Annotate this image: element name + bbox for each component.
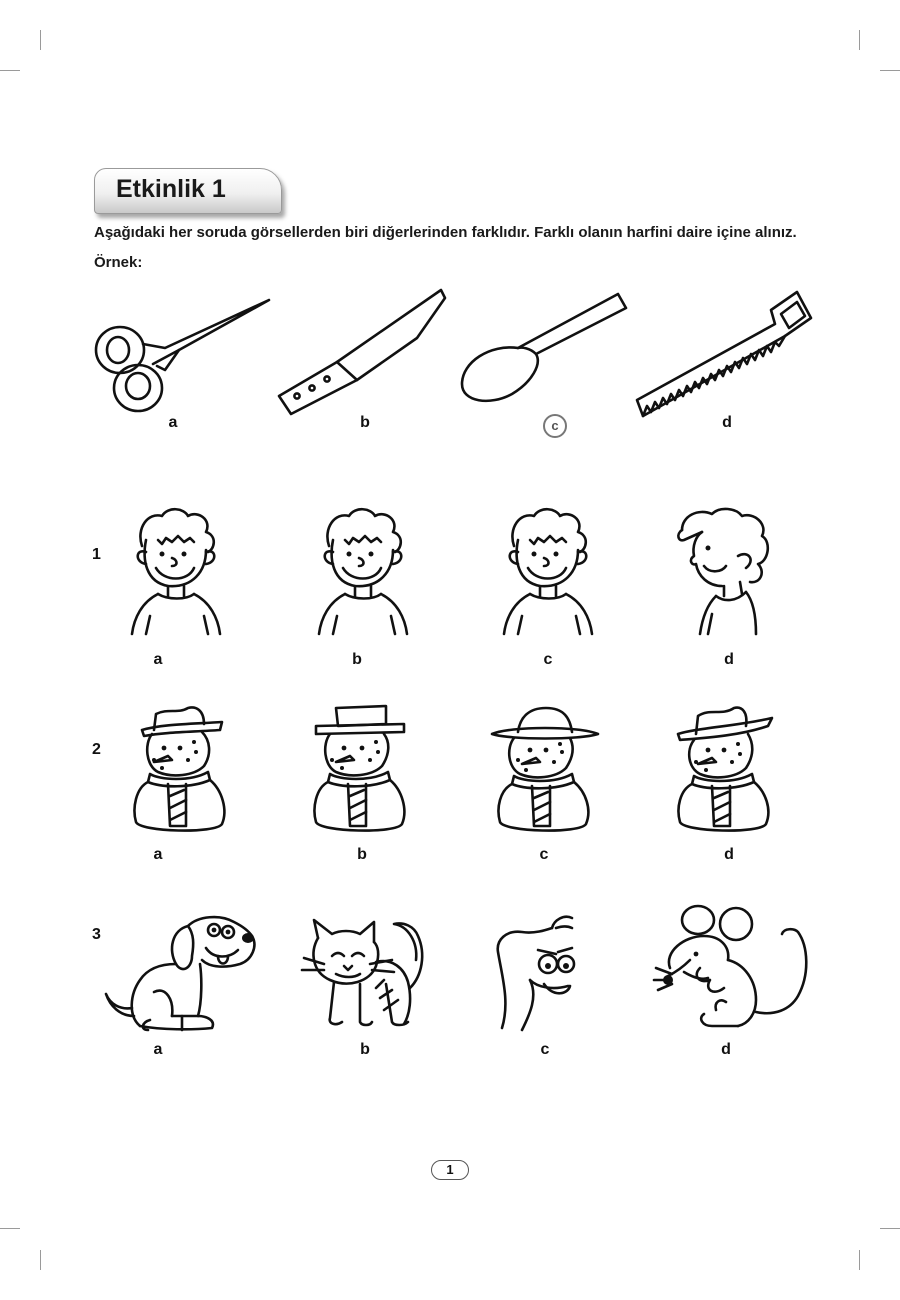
spoon-icon [460,292,632,410]
question-2-option-a-letter[interactable]: a [153,846,163,863]
question-2-option-d-letter[interactable]: d [724,846,734,863]
fish-icon [494,910,574,1034]
snowman-icon [132,704,228,836]
crop-mark [0,1228,20,1229]
boy-profile-icon [672,506,778,638]
cat-icon [300,918,430,1032]
crop-mark [859,30,860,50]
dog-icon [102,912,262,1034]
example-option-d-letter[interactable]: d [722,414,732,431]
snowman-icon [676,704,772,836]
knife-icon [277,288,449,416]
question-1-option-c-letter[interactable]: c [543,651,553,668]
example-option-c-letter-circled[interactable]: c [543,414,567,438]
crop-mark [0,70,20,71]
instruction-text: Aşağıdaki her soruda görsellerden biri diğerlerinden farklıdır. Farklı olanın harfini daire içine alınız. [94,224,797,241]
boy-front-icon [500,506,596,638]
crop-mark [880,70,900,71]
question-number: 1 [92,546,101,563]
question-3-option-a-letter[interactable]: a [153,1041,163,1058]
crop-mark [40,30,41,50]
question-2-option-c-letter[interactable]: c [539,846,549,863]
crop-mark [859,1250,860,1270]
question-3-option-c-letter[interactable]: c [540,1041,550,1058]
scissors-icon [95,298,271,416]
example-label: Örnek: [94,254,143,271]
example-option-a-letter[interactable]: a [168,414,178,431]
question-1-option-d-letter[interactable]: d [724,651,734,668]
question-3-option-d-letter[interactable]: d [721,1041,731,1058]
boy-front-icon [128,506,224,638]
boy-front-icon [315,506,411,638]
question-number: 3 [92,926,101,943]
mouse-icon [644,902,814,1032]
crop-mark [40,1250,41,1270]
example-option-b-letter[interactable]: b [360,414,370,431]
question-1-option-b-letter[interactable]: b [352,651,362,668]
question-3-option-b-letter[interactable]: b [360,1041,370,1058]
page-number: 1 [431,1160,469,1180]
question-1-option-a-letter[interactable]: a [153,651,163,668]
question-number: 2 [92,741,101,758]
snowman-top-hat-icon [312,704,408,836]
activity-title: Etkinlik 1 [116,175,226,203]
question-2-option-b-letter[interactable]: b [357,846,367,863]
crop-mark [880,1228,900,1229]
saw-icon [635,288,815,420]
snowman-wide-hat-icon [490,704,600,836]
